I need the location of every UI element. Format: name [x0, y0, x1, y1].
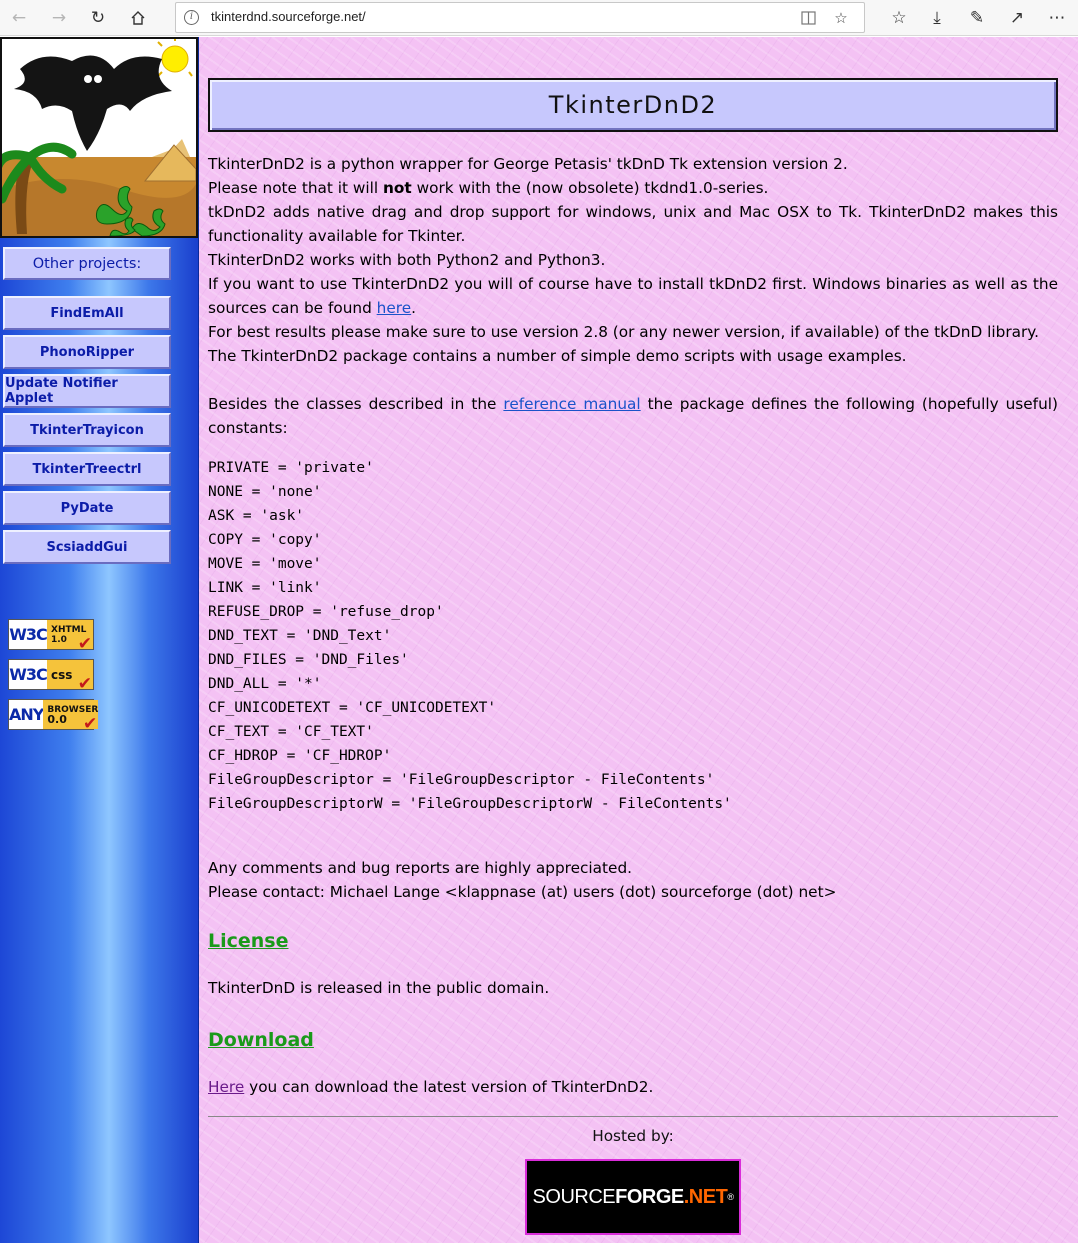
here-link[interactable]: here [376, 299, 412, 317]
intro-line-2a: Please note that it will [208, 179, 383, 197]
favorites-icon[interactable]: ☆ [891, 8, 907, 28]
reference-manual-link[interactable]: reference manual [503, 395, 641, 413]
constant-line: CF_TEXT = 'CF_TEXT' [208, 724, 374, 740]
constant-line: LINK = 'link' [208, 580, 322, 596]
logo-image [0, 37, 198, 238]
constant-line: DND_ALL = '*' [208, 676, 322, 692]
intro-line-3: tkDnD2 adds native drag and drop support for windows, unix and Mac OSX to Tk. TkinterDnD2 makes this functionality available for Tkinter. [208, 203, 1058, 245]
comments-paragraph [208, 856, 1058, 904]
intro-paragraph [208, 152, 1058, 368]
reading-view-icon[interactable] [796, 7, 820, 29]
sidebar [0, 37, 199, 1243]
badge-left-text: W3C [9, 620, 47, 649]
badge-right-bottom: 0.0 [47, 712, 67, 726]
more-icon[interactable]: ⋯ [1048, 8, 1066, 28]
address-url[interactable]: tkinterdnd.sourceforge.net/ [211, 9, 366, 24]
sf-logo-net: .NET [683, 1185, 728, 1208]
constant-line: FileGroupDescriptorW = 'FileGroupDescriptorW - FileContents' [208, 796, 732, 812]
constants-intro [208, 392, 1058, 440]
browser-toolbar [0, 0, 1078, 36]
license-heading[interactable]: License [208, 930, 289, 952]
w3c-css-badge[interactable] [8, 659, 94, 694]
constants-intro-a: Besides the classes described in the [208, 395, 504, 413]
site-info-icon[interactable]: i [184, 10, 199, 25]
checkmark-icon: ✔ [77, 634, 92, 654]
other-projects-header: Other projects: [3, 247, 171, 280]
project-link-phonoripper[interactable]: PhonoRipper [3, 335, 171, 369]
project-link-scsiaddgui[interactable]: ScsiaddGui [3, 530, 171, 564]
sf-logo-reg: ® [727, 1192, 734, 1202]
forward-icon[interactable]: → [51, 8, 67, 28]
project-link-pydate[interactable]: PyDate [3, 491, 171, 525]
comments-line: Any comments and bug reports are highly appreciated. [208, 859, 633, 877]
project-link-tkintertreectrl[interactable]: TkinterTreectrl [3, 452, 171, 486]
contact-line: Please contact: Michael Lange <klappnase (at) users (dot) sourceforge (dot) net> [208, 883, 837, 901]
intro-line-4: TkinterDnD2 works with both Python2 and Python3. [208, 251, 606, 269]
badge-left-text: W3C [9, 660, 47, 689]
download-paragraph [208, 1078, 1058, 1096]
license-text: TkinterDnD is released in the public domain. [208, 979, 550, 997]
w3c-xhtml-badge[interactable] [8, 619, 94, 654]
checkmark-icon: ✔ [77, 674, 92, 694]
constants-list [208, 456, 1058, 816]
share-icon[interactable]: ↗ [1009, 8, 1025, 28]
hosted-by-label: Hosted by: [592, 1127, 674, 1145]
constant-line: CF_HDROP = 'CF_HDROP' [208, 748, 392, 764]
constants-intro-b: the package defines the following (hopefully useful) constants: [208, 395, 1058, 437]
badge-left-text: ANY [9, 700, 43, 729]
project-link-findemall[interactable]: FindEmAll [3, 296, 171, 330]
project-link-tkintertrayicon[interactable]: TkinterTrayicon [3, 413, 171, 447]
download-icon[interactable]: ⤓ [933, 8, 941, 28]
refresh-icon[interactable]: ↻ [90, 8, 106, 28]
constant-line: CF_UNICODETEXT = 'CF_UNICODETEXT' [208, 700, 497, 716]
divider [208, 1116, 1058, 1117]
constant-line: PRIVATE = 'private' [208, 460, 374, 476]
download-heading[interactable]: Download [208, 1029, 314, 1051]
constant-line: REFUSE_DROP = 'refuse_drop' [208, 604, 444, 620]
page-title: TkinterDnD2 [208, 78, 1058, 132]
constant-line: DND_FILES = 'DND_Files' [208, 652, 409, 668]
badge-right-top: BROWSER [47, 704, 99, 715]
back-icon[interactable]: ← [11, 8, 27, 28]
badge-right-bottom: 1.0 [51, 634, 67, 645]
pen-icon[interactable]: ✎ [969, 8, 985, 28]
sf-logo-forge: FORGE [615, 1185, 684, 1208]
download-text: you can download the latest version of TkinterDnD2. [244, 1078, 654, 1096]
badge-right-top: css [51, 667, 73, 682]
any-browser-badge[interactable] [8, 699, 99, 734]
project-link-update-notifier-applet[interactable]: Update Notifier Applet [3, 374, 171, 408]
intro-line-6: For best results please make sure to use version 2.8 (or any newer version, if available) of the tkDnD library. [208, 323, 1040, 341]
intro-line-5a: If you want to use TkinterDnD2 you will of course have to install tkDnD2 first. Windows binaries as well as the sources can be found [208, 275, 1058, 317]
constant-line: NONE = 'none' [208, 484, 322, 500]
intro-line-2 [208, 176, 1058, 200]
intro-line-2c: work with the (now obsolete) tkdnd1.0-series. [411, 179, 769, 197]
constant-line: FileGroupDescriptor = 'FileGroupDescriptor - FileContents' [208, 772, 715, 788]
intro-not-bold: not [383, 179, 412, 197]
home-icon[interactable] [123, 4, 153, 32]
intro-line-5b: . [411, 299, 417, 317]
intro-line-1: TkinterDnD2 is a python wrapper for George Petasis' tkDnD Tk extension version 2. [208, 155, 848, 173]
constant-line: DND_TEXT = 'DND_Text' [208, 628, 392, 644]
constant-line: ASK = 'ask' [208, 508, 305, 524]
intro-line-5 [208, 272, 1058, 320]
sf-logo-source: SOURCE [532, 1185, 616, 1208]
sourceforge-logo[interactable] [525, 1159, 741, 1235]
download-here-link[interactable]: Here [208, 1078, 245, 1096]
constant-line: MOVE = 'move' [208, 556, 322, 572]
intro-line-7: The TkinterDnD2 package contains a number of simple demo scripts with usage examples. [208, 347, 907, 365]
page [0, 37, 1078, 1243]
favorite-star-icon[interactable]: ☆ [834, 9, 848, 27]
checkmark-icon: ✔ [83, 714, 98, 734]
constant-line: COPY = 'copy' [208, 532, 322, 548]
badge-right-top: XHTML [51, 624, 87, 635]
address-bar[interactable] [175, 2, 865, 33]
